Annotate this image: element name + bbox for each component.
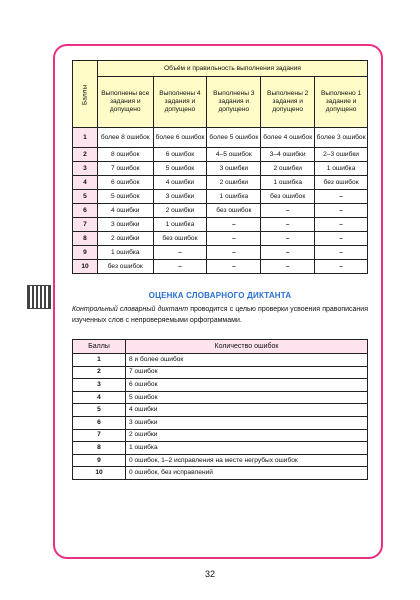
score-cell: 8 [73,232,98,246]
error-cell: более 3 ошибок [315,128,368,148]
table-row [73,442,368,455]
error-cell: 5 ошибок [98,190,154,204]
error-cell: – [261,204,315,218]
subheader-2: Выполнены 2 задания и допущено [261,77,315,128]
table-row [73,176,368,190]
score-cell: 3 [73,162,98,176]
error-cell: – [315,204,368,218]
error-cell: более 5 ошибок [207,128,261,148]
score-cell: 6 [73,416,126,429]
score-cell: 2 [73,366,126,379]
error-cell: – [315,260,368,274]
page-number: 32 [204,569,215,579]
qr-code-icon [28,286,50,308]
table-row [73,391,368,404]
error-cell: 1 ошибка [207,190,261,204]
table-row [73,260,368,274]
score-cell: 8 [73,442,126,455]
subheader-all: Выполнены все задания и допущено [98,77,154,128]
error-cell: – [315,246,368,260]
error-cell: 1 ошибка [261,176,315,190]
score-cell: 5 [73,404,126,417]
error-cell: – [153,260,207,274]
error-cell: 4 ошибки [98,204,154,218]
error-cell: 2 ошибки [98,232,154,246]
error-cell: 7 ошибок [98,162,154,176]
error-count-cell: 2 ошибки [126,429,368,442]
error-cell: – [207,232,261,246]
table-row [73,162,368,176]
error-cell: 1 ошибка [315,162,368,176]
error-cell: без ошибок [261,190,315,204]
error-cell: без ошибок [207,204,261,218]
error-count-cell: 0 ошибок, 1–2 исправления на месте негрубых ошибок [126,454,368,467]
error-count-cell: 4 ошибки [126,404,368,417]
table-row [73,467,368,480]
score-cell: 2 [73,148,98,162]
score-cell: 5 [73,190,98,204]
score-cell: 7 [73,429,126,442]
table-row [73,366,368,379]
error-count-cell: 5 ошибок [126,391,368,404]
error-cell: без ошибок [98,260,154,274]
table-row [73,379,368,392]
error-count-cell: 8 и более ошибок [126,354,368,367]
error-count-cell: 3 ошибки [126,416,368,429]
table-row [73,454,368,467]
error-cell: 3 ошибки [153,190,207,204]
error-cell: 3 ошибки [98,218,154,232]
error-count-cell: 0 ошибок, без исправлений [126,467,368,480]
table-row [73,190,368,204]
error-cell: – [315,232,368,246]
score-cell: 10 [73,467,126,480]
table-row [73,429,368,442]
error-cell: – [261,232,315,246]
error-cell: – [315,218,368,232]
error-cell: 2 ошибки [153,204,207,218]
score-cell: 3 [73,379,126,392]
error-cell: – [207,246,261,260]
score-cell: 4 [73,176,98,190]
error-cell: – [261,218,315,232]
table-row [73,404,368,417]
table-row [73,128,368,148]
error-cell: 2–3 ошибки [315,148,368,162]
score-cell: 7 [73,218,98,232]
error-count-cell: 6 ошибок [126,379,368,392]
error-cell: 6 ошибок [153,148,207,162]
paragraph-text: проводится с целью проверки усвоения правописания изученных слов с непроверяемыми орфограммами. [72,306,368,324]
header-balli: Баллы [73,61,98,128]
score-cell: 10 [73,260,98,274]
error-cell: более 4 ошибок [261,128,315,148]
score-cell: 6 [73,204,98,218]
table-row [73,354,368,367]
error-cell: – [261,246,315,260]
error-cell: – [315,190,368,204]
section-paragraph [72,305,368,326]
subheader-1: Выполнено 1 задание и допущено [315,77,368,128]
grading-table-dictation [72,339,368,480]
error-cell: 2 ошибки [261,162,315,176]
table-row [73,218,368,232]
error-cell: – [207,218,261,232]
score-cell: 4 [73,391,126,404]
subheader-4: Выполнены 4 задания и допущено [153,77,207,128]
error-cell: 5 ошибок [153,162,207,176]
error-cell: без ошибок [153,232,207,246]
table-row [73,148,368,162]
error-cell: более 6 ошибок [153,128,207,148]
subheader-3: Выполнены 3 задания и допущено [207,77,261,128]
error-cell: 2 ошибки [207,176,261,190]
table-row [73,232,368,246]
score-cell: 9 [73,454,126,467]
error-cell: 3 ошибки [207,162,261,176]
table-row [73,246,368,260]
error-cell: 4 ошибки [153,176,207,190]
section-title: ОЦЕНКА СЛОВАРНОГО ДИКТАНТА [148,291,292,300]
header-error-count: Количество ошибок [126,340,368,354]
error-count-cell: 1 ошибка [126,442,368,455]
error-count-cell: 7 ошибок [126,366,368,379]
header-title: Объём и правильность выполнения задания [98,61,368,77]
error-cell: более 8 ошибок [98,128,154,148]
score-cell: 1 [73,354,126,367]
score-cell: 9 [73,246,98,260]
error-cell: 8 ошибок [98,148,154,162]
error-cell: 4–5 ошибок [207,148,261,162]
paragraph-italic: Контрольный словарный диктант [72,306,189,313]
table-row [73,204,368,218]
error-cell: 1 ошибка [98,246,154,260]
header-score: Баллы [73,340,126,354]
score-cell: 1 [73,128,98,148]
table-row [73,416,368,429]
error-cell: – [261,260,315,274]
error-cell: – [207,260,261,274]
error-cell: – [153,246,207,260]
error-cell: 3–4 ошибки [261,148,315,162]
grading-table-tasks [72,60,368,274]
error-cell: без ошибок [315,176,368,190]
error-cell: 6 ошибок [98,176,154,190]
error-cell: 1 ошибка [153,218,207,232]
